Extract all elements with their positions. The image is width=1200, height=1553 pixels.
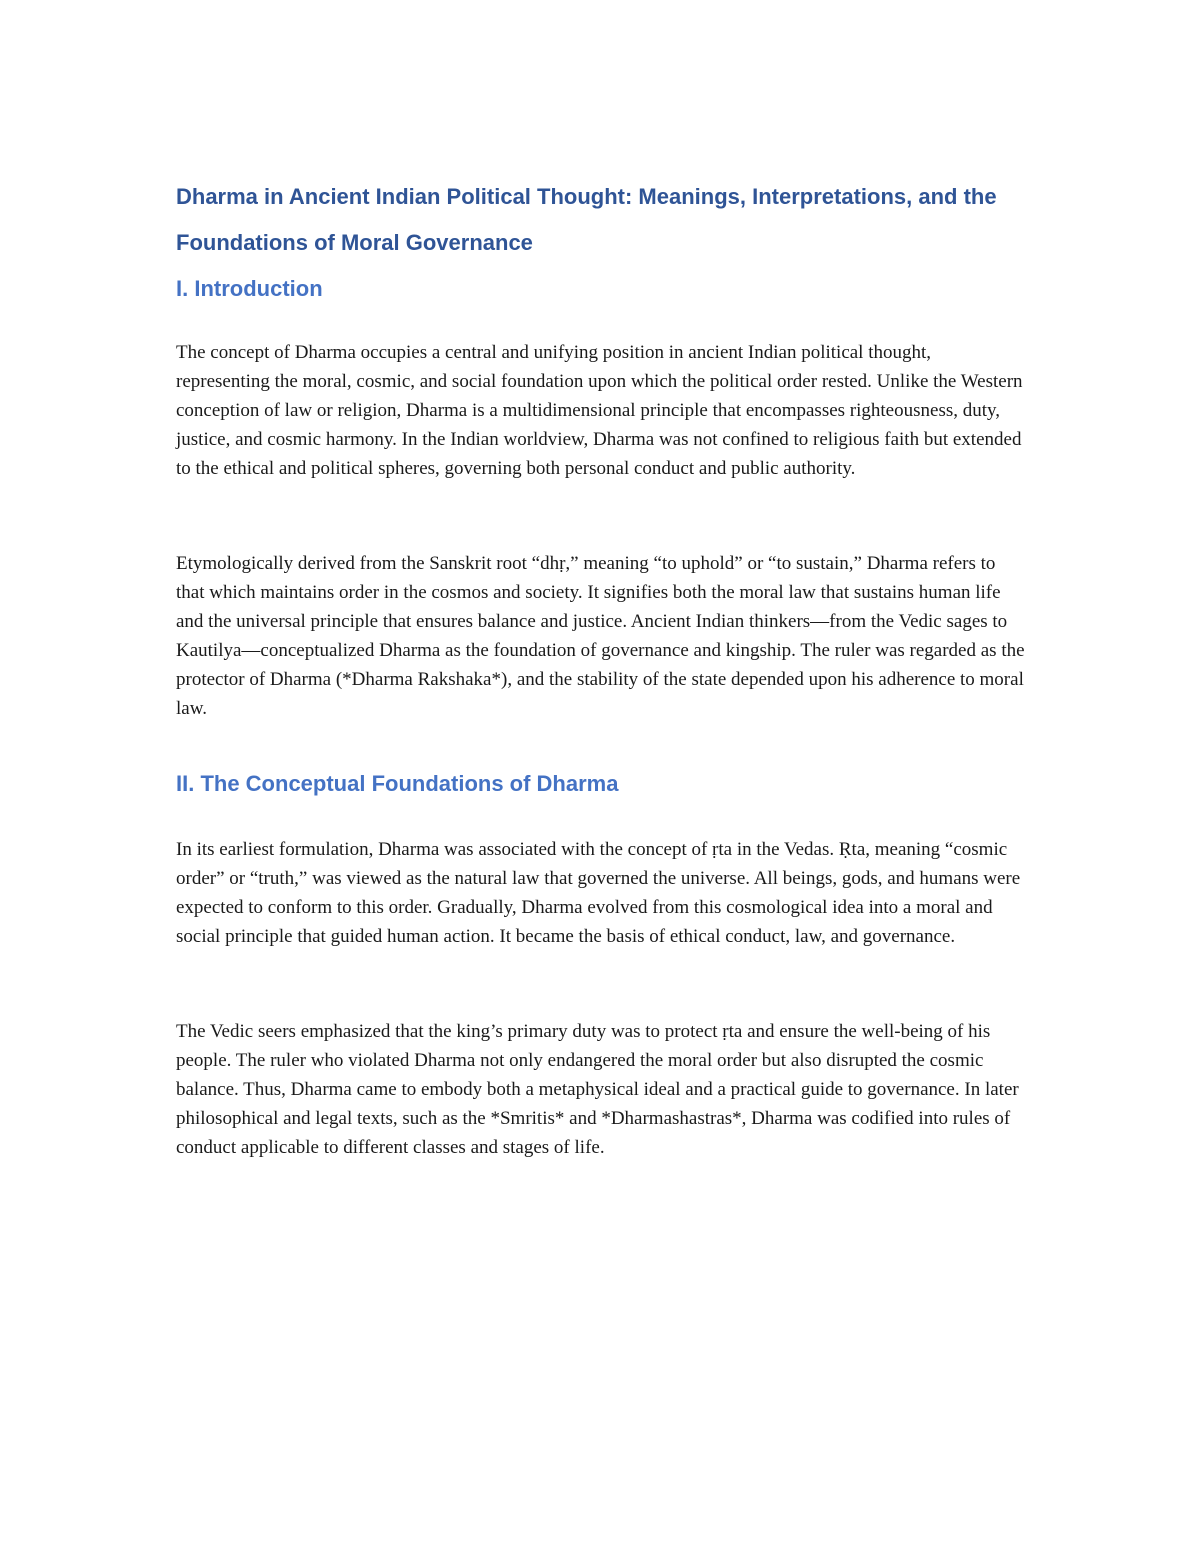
- paragraph: Etymologically derived from the Sanskrit root “dhṛ,” meaning “to uphold” or “to sustain,” Dharma refers to that which maintains order in the cosmos and society. It signifies both the moral law that sustains human life and the universal principle that ensures balance and justice. Ancient Indian thinkers—from the Vedic sages to Kautilya—conceptualized Dharma as the foundation of governance and kingship. The ruler was regarded as the protector of Dharma (*Dharma Rakshaka*), and the stability of the state depended upon his adherence to moral law.: [176, 553, 1025, 719]
- document-title: Dharma in Ancient Indian Political Thought: Meanings, Interpretations, and the Foundations of Moral Governance: [176, 184, 997, 255]
- paragraph: The Vedic seers emphasized that the king’s primary duty was to protect ṛta and ensure the well-being of his people. The ruler who violated Dharma not only endangered the moral order but also disrupted the cosmic balance. Thus, Dharma came to embody both a metaphysical ideal and a practical guide to governance. In later philosophical and legal texts, such as the *Smritis* and *Dharmashastras*, Dharma was codified into rules of conduct applicable to different classes and stages of life.: [176, 1021, 1019, 1158]
- paragraph: The concept of Dharma occupies a central and unifying position in ancient Indian political thought, representing the moral, cosmic, and social foundation upon which the political order rested. Unlike the Western conception of law or religion, Dharma is a multidimensional principle that encompasses righteousness, duty, justice, and cosmic harmony. In the Indian worldview, Dharma was not confined to religious faith but extended to the ethical and political spheres, governing both personal conduct and public authority.: [176, 342, 1023, 479]
- section-heading-conceptual-foundations: II. The Conceptual Foundations of Dharma: [176, 771, 619, 796]
- paragraph: In its earliest formulation, Dharma was associated with the concept of ṛta in the Vedas. Ṛta, meaning “cosmic order” or “truth,” was viewed as the natural law that governed the universe. All beings, gods, and humans were expected to conform to this order. Gradually, Dharma evolved from this cosmological idea into a moral and social principle that guided human action. It became the basis of ethical conduct, law, and governance.: [176, 839, 1021, 947]
- document-body: [176, 186, 1026, 1162]
- section-heading-introduction: I. Introduction: [176, 276, 323, 301]
